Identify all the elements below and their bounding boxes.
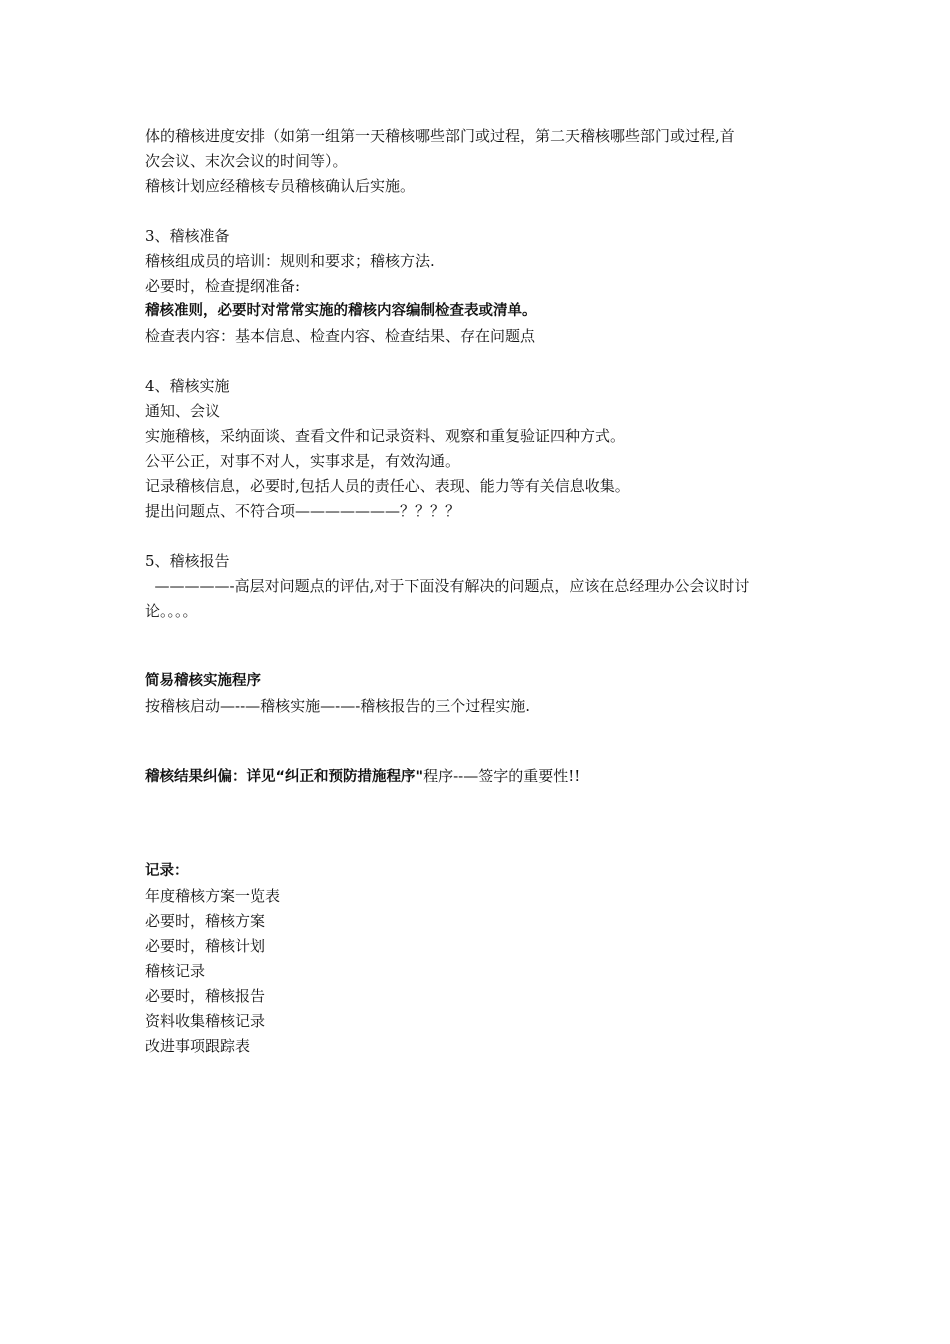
section-5-line-2: 论。。。。: [145, 602, 198, 620]
records-item: 必要时，稽核计划: [145, 937, 266, 955]
section-3-bold-line: 稽核准则，必要时对常常实施的稽核内容编制检查表或清单。: [145, 303, 537, 319]
correction-line: [145, 764, 825, 789]
intro-line-3: 稽核计划应经稽核专员稽核确认后实施。: [145, 177, 416, 195]
section-3-heading: 3、稽核准备: [145, 227, 230, 245]
correction-normal-text: 程序--—签字的重要性!!: [423, 767, 581, 785]
section-4-item: 提出问题点、不符合项———————？？？？: [145, 502, 461, 520]
section-4-item: 实施稽核，采纳面谈、查看文件和记录资料、观察和重复验证四种方式。: [145, 427, 626, 445]
records-heading: 记录：: [145, 863, 189, 879]
section-4-item: 记录稽核信息，必要时,包括人员的责任心、表现、能力等有关信息收集。: [145, 477, 630, 495]
section-4-heading: 4、稽核实施: [145, 377, 230, 395]
procedure-text: 按稽核启动—--—稽核实施—-—-稽核报告的三个过程实施.: [145, 697, 531, 715]
section-4-item: 通知、会议: [145, 402, 221, 420]
records-item: 必要时，稽核方案: [145, 912, 266, 930]
procedure-heading: 简易稽核实施程序: [145, 673, 261, 689]
records-item: 资料收集稽核记录: [145, 1012, 266, 1030]
document-page: [145, 124, 825, 1059]
intro-line-1: 体的稽核进度安排（如第一组第一天稽核哪些部门或过程，第二天稽核哪些部门或过程,首: [145, 127, 735, 145]
intro-line-2: 次会议、末次会议的时间等）。: [145, 152, 348, 170]
section-4-item: 公平公正，对事不对人，实事求是，有效沟通。: [145, 452, 461, 470]
records-item: 年度稽核方案一览表: [145, 887, 281, 905]
records-item: 改进事项跟踪表: [145, 1037, 251, 1055]
section-3-item: 必要时，检查提纲准备:: [145, 277, 301, 295]
records-item: 稽核记录: [145, 962, 206, 980]
section-3-last-line: 检查表内容：基本信息、检查内容、检查结果、存在问题点: [145, 327, 536, 345]
correction-bold-text: 稽核结果纠偏：详见“纠正和预防措施程序": [145, 769, 424, 785]
section-5-heading: 5、稽核报告: [145, 552, 230, 570]
section-5-line-1: —————-高层对问题点的评估,对于下面没有解决的问题点，应该在总经理办公会议时讨: [145, 577, 750, 595]
section-3-item: 稽核组成员的培训：规则和要求；稽核方法.: [145, 252, 435, 270]
records-item: 必要时，稽核报告: [145, 987, 266, 1005]
